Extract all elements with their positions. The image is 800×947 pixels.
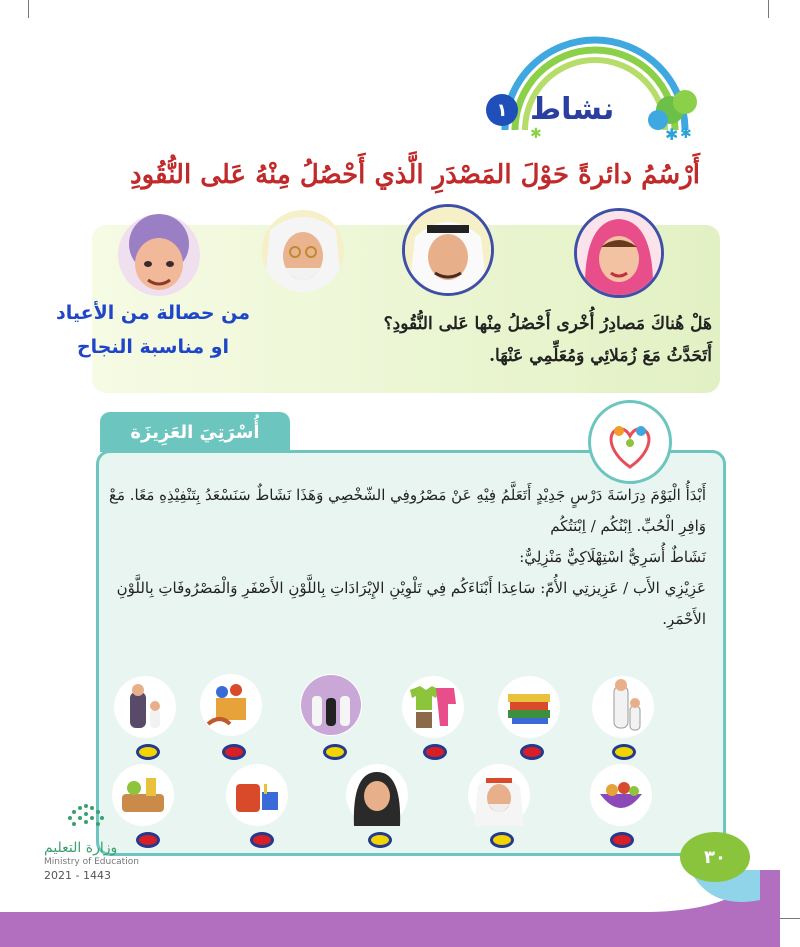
- crop-mark: [28, 0, 29, 18]
- ministry-name-ar: وزارة التعليم: [44, 840, 118, 856]
- family-logo-icon: [588, 400, 672, 484]
- item-grandfather[interactable]: [468, 764, 530, 826]
- color-dot[interactable]: [136, 744, 160, 760]
- color-dot[interactable]: [368, 832, 392, 848]
- question-line-1: هَلْ هُناكَ مَصادِرُ أُخْرى أَحْصُلُ مِنْها عَلى النُّقُودِ؟: [383, 314, 712, 334]
- item-mother-hijab[interactable]: [346, 764, 408, 826]
- face-mother[interactable]: [574, 208, 664, 298]
- activity-instruction: أَرْسُمُ دائرةً حَوْلَ المَصْدَرِ الَّذي أَحْصُلُ مِنْهُ عَلى النُّقُودِ: [130, 160, 700, 190]
- svg-text:✱: ✱: [530, 126, 542, 140]
- item-clothes[interactable]: [402, 676, 464, 738]
- color-dot[interactable]: [222, 744, 246, 760]
- face-old-woman[interactable]: [118, 214, 200, 296]
- letter-paragraph-1: أَبْدَأُ الْيَوْمَ دِرَاسَةَ دَرْسٍ جَدِيْدٍ أَتَعَلَّمُ فِيْهِ عَنْ مَصْرُوفِي الشّخْصِي وَهَذَا نَشَاطٌ سَنَسْعَدُ بِتَنْفِيْذِهِ مَعًا. مَعْ وَافِرِ الْحُبِّ. اِبْنُكُم / اِبْنَتُكُم: [109, 486, 706, 535]
- color-dot[interactable]: [610, 832, 634, 848]
- item-father-and-son[interactable]: [592, 676, 654, 738]
- color-dot[interactable]: [490, 832, 514, 848]
- edition-year: 2021 - 1443: [44, 869, 111, 882]
- svg-text:✱: ✱: [680, 126, 692, 140]
- answer-line-2: او مناسبة النجاح: [76, 336, 230, 358]
- crop-mark: [768, 0, 769, 18]
- ministry-logo-icon: [46, 800, 126, 840]
- item-toys[interactable]: [200, 674, 262, 736]
- color-dot[interactable]: [323, 744, 347, 760]
- family-section-title: أُسْرَتِيَ العَزِيزَة: [100, 412, 290, 452]
- face-old-man[interactable]: [262, 210, 344, 292]
- color-dot[interactable]: [612, 744, 636, 760]
- handwritten-answer[interactable]: [22, 296, 284, 364]
- svg-text:✱: ✱: [665, 125, 679, 140]
- item-fruit-bowl[interactable]: [590, 764, 652, 826]
- color-dot[interactable]: [423, 744, 447, 760]
- item-grandmother-child[interactable]: [114, 676, 176, 738]
- family-letter: [106, 480, 706, 635]
- activity-number-badge: ١: [486, 94, 518, 126]
- bottom-band: [0, 870, 800, 947]
- letter-paragraph-2: نَشَاطٌ أُسَرِيٌّ اسْتِهْلَاكِيٌّ مَنْزِلِيٌّ:: [519, 548, 706, 566]
- face-father[interactable]: [402, 204, 494, 296]
- color-dot[interactable]: [136, 832, 160, 848]
- question-text: [320, 308, 712, 372]
- answer-line-1: من حصالة من الأعياد: [55, 302, 251, 324]
- question-line-2: أَتَحَدَّثُ مَعَ زُمَلائِي وَمُعَلِّمِي عَنْهَا.: [489, 346, 712, 366]
- color-dot[interactable]: [520, 744, 544, 760]
- item-books[interactable]: [498, 676, 560, 738]
- color-dot[interactable]: [250, 832, 274, 848]
- ministry-name-en: Ministry of Education: [44, 857, 139, 867]
- item-school-supplies[interactable]: [226, 764, 288, 826]
- activity-label: نشاط: [530, 92, 615, 127]
- letter-paragraph-3: عَزِيْزِي الأَب / عَزِيزتِي الأُمّ: سَاعِدَا أَبْنَاءَكُم فِي تَلْوِيْنِ الإِيْرَادَاتِ بِاللَّوْنِ الأَصْفَرِ وَالْمَصْرُوفَاتِ بِاللَّوْنِ الأَحْمَرِ.: [116, 579, 706, 628]
- page-number: ٣٠: [680, 832, 750, 882]
- item-family-group[interactable]: [300, 674, 362, 736]
